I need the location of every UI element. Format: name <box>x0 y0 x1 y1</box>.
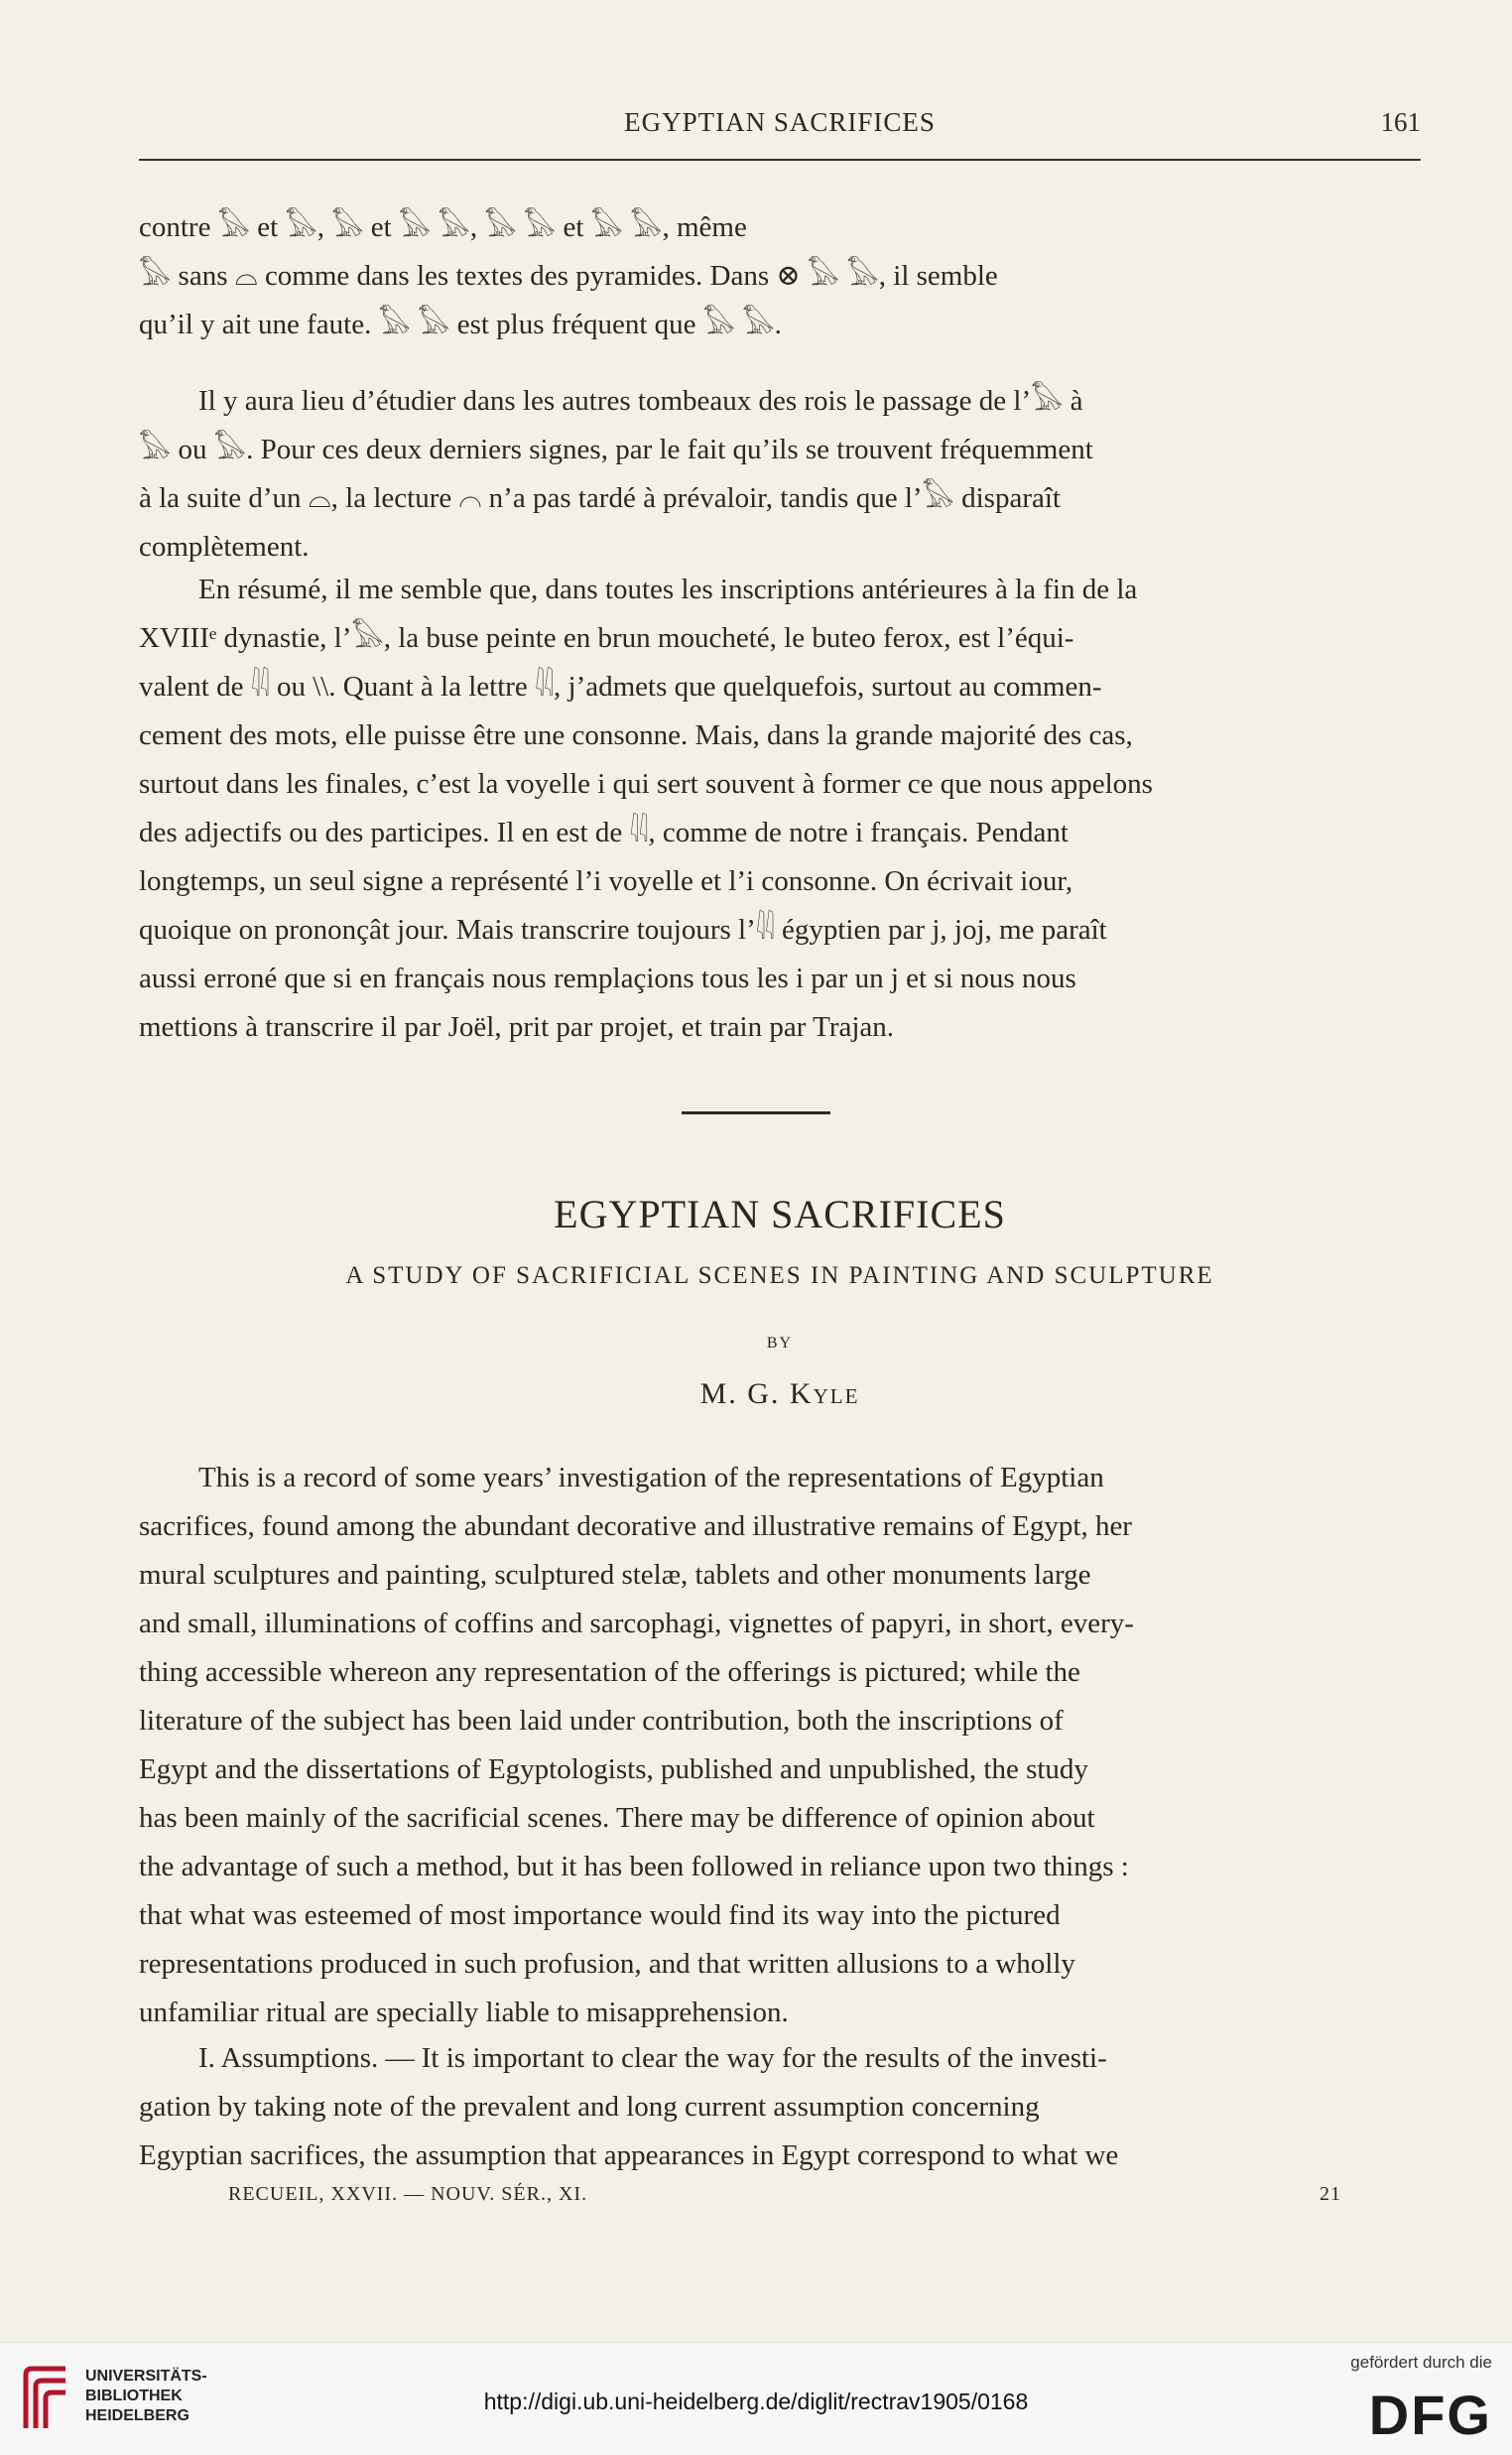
permalink-url[interactable]: http://digi.ub.uni-heidelberg.de/diglit/rectrav1905/0168 <box>483 2389 1029 2414</box>
text-line: aussi erroné que si en français nous remplaçions tous les i par un j et si nous nous <box>139 963 1076 994</box>
text-line: I. Assumptions. — It is important to clear the way for the results of the investi- <box>198 2042 1107 2074</box>
text-line: representations produced in such profusion, and that written allusions to a wholly <box>139 1948 1075 1980</box>
institution-line: UNIVERSITÄTS- <box>85 2368 207 2385</box>
library-footer-bar <box>0 2342 1512 2455</box>
signature-number: 21 <box>1320 2183 1341 2205</box>
text-line: XVIIIᵉ dynastie, l’𓅃, la buse peinte en brun moucheté, le buteo ferox, est l’équi- <box>139 622 1074 654</box>
french-paragraph-3 <box>139 566 1421 1052</box>
text-line: Egyptian sacrifices, the assumption that appearances in Egypt correspond to what we <box>139 2139 1119 2171</box>
text-line: longtemps, un seul signe a représenté l’i voyelle et l’i consonne. On écrivait iour, <box>139 865 1073 897</box>
page-footer <box>139 2183 1421 2219</box>
text-line: complètement. <box>139 531 310 563</box>
journal-citation: RECUEIL, XXVII. — NOUV. SÉR., XI. <box>228 2183 588 2205</box>
text-line: quoique on prononçât jour. Mais transcrire toujours l’𓇌 égyptien par j, joj, me paraît <box>139 914 1107 946</box>
text-line: 𓅃 ou 𓅃. Pour ces deux derniers signes, par le fait qu’ils se trouvent fréquemment <box>139 434 1093 465</box>
text-line: This is a record of some years’ investigation of the representations of Egyptian <box>198 1462 1104 1493</box>
running-head <box>139 107 1421 147</box>
text-line: thing accessible whereon any representation of the offerings is pictured; while the <box>139 1656 1080 1688</box>
text-line: des adjectifs ou des participes. Il en est de 𓇌, comme de notre i français. Pendant <box>139 817 1069 848</box>
text-line: 𓅃 sans ⌓ comme dans les textes des pyramides. Dans ⊗ 𓅃 𓅃, il semble <box>139 260 998 292</box>
header-rule <box>139 159 1421 161</box>
section-separator <box>682 1111 830 1114</box>
text-line: En résumé, il me semble que, dans toutes les inscriptions antérieures à la fin de la <box>198 574 1138 605</box>
running-title: EGYPTIAN SACRIFICES <box>624 107 936 137</box>
text-line: qu’il y ait une faute. 𓅃 𓅃 est plus fréquent que 𓅃 𓅃. <box>139 309 782 340</box>
text-line: Egypt and the dissertations of Egyptologists, published and unpublished, the study <box>139 1753 1088 1785</box>
dfg-logo: DFG <box>1368 2384 1492 2446</box>
text-line: and small, illuminations of coffins and sarcophagi, vignettes of papyri, in short, every- <box>139 1608 1134 1639</box>
text-line: à la suite d’un ⌓, la lecture ⌒ n’a pas tardé à prévaloir, tandis que l’𓅃 disparaît <box>139 482 1061 514</box>
text-line: cement des mots, elle puisse être une consonne. Mais, dans la grande majorité des cas, <box>139 719 1133 751</box>
text-line: Il y aura lieu d’étudier dans les autres tombeaux des rois le passage de l’𓅃 à <box>198 385 1083 417</box>
text-line: mural sculptures and painting, sculptured stelæ, tablets and other monuments large <box>139 1559 1091 1591</box>
institution-line: HEIDELBERG <box>85 2407 189 2424</box>
institution-line: BIBLIOTHEK <box>85 2388 183 2404</box>
french-paragraph-1 <box>139 203 1421 349</box>
body-paragraph-2 <box>139 2034 1421 2180</box>
french-paragraph-2 <box>139 377 1421 572</box>
text-line: contre 𓅃 et 𓅃, 𓅃 et 𓅃 𓅃, 𓅃 𓅃 et 𓅃 𓅃, même <box>139 211 747 243</box>
body-paragraph-1 <box>139 1454 1421 2037</box>
text-line: mettions à transcrire il par Joël, prit par projet, et train par Trajan. <box>139 1011 895 1043</box>
byline-label: BY <box>766 1335 794 1352</box>
article-subtitle: A STUDY OF SACRIFICIAL SCENES IN PAINTING AND SCULPTURE <box>345 1262 1214 1289</box>
funding-note: gefördert durch die <box>1350 2353 1492 2372</box>
page-number: 161 <box>1380 107 1421 137</box>
text-line: gation by taking note of the prevalent and long current assumption concerning <box>139 2091 1040 2123</box>
text-line: has been mainly of the sacrificial scenes. There may be difference of opinion about <box>139 1802 1095 1834</box>
article-title: EGYPTIAN SACRIFICES <box>554 1192 1006 1236</box>
text-line: surtout dans les finales, c’est la voyelle i qui sert souvent à former ce que nous appelons <box>139 768 1153 800</box>
article-author: M. G. Kyle <box>699 1377 860 1410</box>
text-line: unfamiliar ritual are specially liable to misapprehension. <box>139 1997 789 2028</box>
text-line: the advantage of such a method, but it has been followed in reliance upon two things : <box>139 1851 1129 1882</box>
text-line: that what was esteemed of most importance would find its way into the pictured <box>139 1899 1061 1931</box>
text-line: valent de 𓇌 ou \\. Quant à la lettre 𓇌, j’admets que quelquefois, surtout au commen- <box>139 671 1102 703</box>
text-line: literature of the subject has been laid under contribution, both the inscriptions of <box>139 1705 1064 1737</box>
text-line: sacrifices, found among the abundant decorative and illustrative remains of Egypt, her <box>139 1510 1132 1542</box>
